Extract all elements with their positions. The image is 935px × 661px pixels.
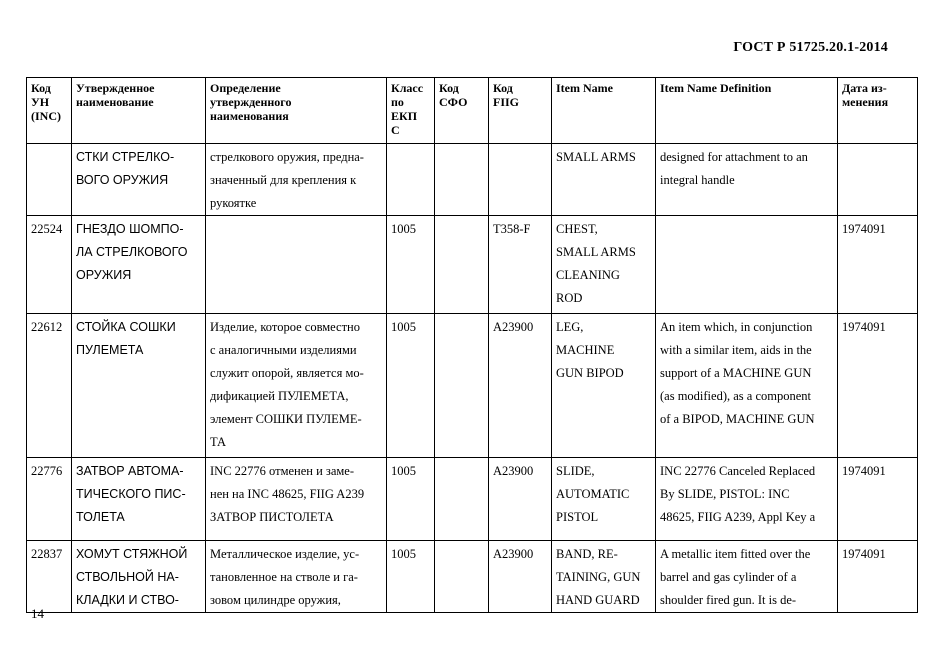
cell-approved-name — [72, 541, 206, 613]
cell-item-definition — [656, 216, 838, 314]
header-label-line: наименование — [76, 95, 154, 109]
header-label-line: СФО — [439, 95, 468, 109]
header-label-line: Код — [439, 81, 459, 95]
cell-fiig: A23900 — [489, 314, 552, 458]
cell-change-date: 1974091 — [838, 458, 918, 541]
header-label-line: Код — [493, 81, 513, 95]
cell-fiig: A23900 — [489, 541, 552, 613]
cell-definition — [206, 216, 387, 314]
page-number: 14 — [31, 606, 44, 621]
cell-inc: 22524 — [27, 216, 72, 314]
cell-definition-line: значенный для крепления к — [210, 173, 357, 187]
cell-change-date: 1974091 — [838, 314, 918, 458]
table-row — [27, 216, 918, 314]
header-label-line: УН — [31, 95, 50, 109]
cell-class — [387, 144, 435, 216]
cell-approved-name-line: ОРУЖИЯ — [76, 268, 132, 282]
header-label-line: утвержденного — [210, 95, 292, 109]
cell-definition-line: рукоятке — [210, 196, 257, 210]
table-body — [27, 144, 918, 613]
col-header-item-definition — [656, 78, 838, 144]
col-header-change-date — [838, 78, 918, 144]
table-row — [27, 541, 918, 613]
header-label-line: Класс — [391, 81, 424, 95]
cell-item-definition-line: shoulder fired gun. It is de- — [660, 593, 797, 607]
cell-item-name — [552, 314, 656, 458]
cell-item-name-line: TAINING, GUN — [556, 570, 641, 584]
cell-item-name-line: PISTOL — [556, 510, 599, 524]
cell-sfo — [435, 216, 489, 314]
cell-definition-line: ЗАТВОР ПИСТОЛЕТА — [210, 510, 334, 524]
cell-approved-name-line: СТВОЛЬНОЙ НА- — [76, 570, 179, 584]
col-header-class — [387, 78, 435, 144]
cell-definition-line: с аналогичными изделиями — [210, 343, 357, 357]
cell-item-definition — [656, 458, 838, 541]
nomenclature-table — [26, 77, 918, 613]
cell-definition — [206, 144, 387, 216]
cell-approved-name-line: ГНЕЗДО ШОМПО- — [76, 222, 184, 236]
cell-approved-name — [72, 216, 206, 314]
header-label-line: наименования — [210, 109, 289, 123]
cell-approved-name-line: КЛАДКИ И СТВО- — [76, 593, 179, 607]
cell-item-name — [552, 144, 656, 216]
cell-item-definition-line: integral handle — [660, 173, 735, 187]
cell-inc: 22612 — [27, 314, 72, 458]
cell-item-name-line: BAND, RE- — [556, 547, 618, 561]
cell-item-definition-line: 48625, FIIG A239, Appl Key a — [660, 510, 816, 524]
cell-approved-name-line: ПУЛЕМЕТА — [76, 343, 144, 357]
cell-approved-name — [72, 458, 206, 541]
cell-item-name — [552, 216, 656, 314]
header-label-line: Дата из- — [842, 81, 887, 95]
cell-approved-name-line: ТОЛЕТА — [76, 510, 125, 524]
cell-class: 1005 — [387, 541, 435, 613]
cell-item-definition-line: support of a MACHINE GUN — [660, 366, 812, 380]
cell-item-name-line: AUTOMATIC — [556, 487, 630, 501]
table-row — [27, 144, 918, 216]
cell-item-name-line: HAND GUARD — [556, 593, 640, 607]
document-code: ГОСТ Р 51725.20.1-2014 — [733, 40, 888, 55]
cell-item-name-line: LEG, — [556, 320, 584, 334]
cell-item-name-line: SLIDE, — [556, 464, 595, 478]
cell-item-name-line: CHEST, — [556, 222, 598, 236]
col-header-inc — [27, 78, 72, 144]
cell-sfo — [435, 541, 489, 613]
col-header-fiig — [489, 78, 552, 144]
cell-item-name-line: GUN BIPOD — [556, 366, 624, 380]
cell-item-name-line: MACHINE — [556, 343, 615, 357]
cell-sfo — [435, 144, 489, 216]
cell-approved-name — [72, 144, 206, 216]
cell-approved-name-line: ЛА СТРЕЛКОВОГО — [76, 245, 188, 259]
cell-definition — [206, 314, 387, 458]
cell-item-definition — [656, 144, 838, 216]
cell-fiig — [489, 144, 552, 216]
cell-item-definition — [656, 541, 838, 613]
cell-approved-name-line: ТИЧЕСКОГО ПИС- — [76, 487, 186, 501]
header-label-line: по — [391, 95, 404, 109]
cell-approved-name-line: СТКИ СТРЕЛКО- — [76, 150, 175, 164]
cell-inc: 22837 — [27, 541, 72, 613]
cell-approved-name-line: ЗАТВОР АВТОМА- — [76, 464, 184, 478]
cell-definition-line: Изделие, которое совместно — [210, 320, 360, 334]
cell-item-definition-line: INC 22776 Canceled Replaced — [660, 464, 816, 478]
cell-definition-line: ТА — [210, 435, 227, 449]
header-label-line: FIIG — [493, 95, 520, 109]
cell-inc: 22776 — [27, 458, 72, 541]
cell-class: 1005 — [387, 458, 435, 541]
col-header-approved-name — [72, 78, 206, 144]
cell-definition-line: дификацией ПУЛЕМЕТА, — [210, 389, 349, 403]
cell-definition-line: тановленное на стволе и га- — [210, 570, 358, 584]
cell-item-definition-line: (as modified), as a component — [660, 389, 811, 403]
cell-item-name-line: CLEANING — [556, 268, 620, 282]
cell-definition-line: зовом цилиндре оружия, — [210, 593, 341, 607]
cell-change-date — [838, 144, 918, 216]
cell-definition-line: служит опорой, является мо- — [210, 366, 364, 380]
cell-item-name-line: ROD — [556, 291, 583, 305]
cell-definition-line: стрелкового оружия, предна- — [210, 150, 364, 164]
cell-item-definition-line: A metallic item fitted over the — [660, 547, 811, 561]
col-header-item-name — [552, 78, 656, 144]
cell-definition — [206, 458, 387, 541]
cell-class: 1005 — [387, 216, 435, 314]
cell-definition-line: INC 22776 отменен и заме- — [210, 464, 355, 478]
table-header-row — [27, 78, 918, 144]
cell-approved-name-line: СТОЙКА СОШКИ — [76, 320, 176, 334]
col-header-sfo — [435, 78, 489, 144]
header-label-line: Определение — [210, 81, 281, 95]
cell-fiig: A23900 — [489, 458, 552, 541]
cell-change-date: 1974091 — [838, 216, 918, 314]
cell-sfo — [435, 314, 489, 458]
header-label-line: Код — [31, 81, 51, 95]
cell-item-definition-line: An item which, in conjunction — [660, 320, 813, 334]
header-label-line: ЕКП — [391, 109, 418, 123]
cell-item-definition-line: designed for attachment to an — [660, 150, 808, 164]
cell-approved-name-line: ХОМУТ СТЯЖНОЙ — [76, 547, 188, 561]
cell-class: 1005 — [387, 314, 435, 458]
cell-inc — [27, 144, 72, 216]
cell-definition-line: нен на INC 48625, FIIG A239 — [210, 487, 365, 501]
cell-item-name-line: SMALL ARMS — [556, 245, 636, 259]
table-row — [27, 314, 918, 458]
cell-item-definition-line: of a BIPOD, MACHINE GUN — [660, 412, 815, 426]
cell-sfo — [435, 458, 489, 541]
cell-approved-name-line: ВОГО ОРУЖИЯ — [76, 173, 169, 187]
cell-item-name — [552, 541, 656, 613]
header-label-line: Утвержденное — [76, 81, 155, 95]
cell-item-definition — [656, 314, 838, 458]
header-label-line: Item Name Definition — [660, 81, 772, 95]
cell-change-date: 1974091 — [838, 541, 918, 613]
cell-item-definition-line: barrel and gas cylinder of a — [660, 570, 797, 584]
cell-item-name — [552, 458, 656, 541]
col-header-definition — [206, 78, 387, 144]
cell-fiig: T358-F — [489, 216, 552, 314]
header-label-line: менения — [842, 95, 889, 109]
cell-approved-name — [72, 314, 206, 458]
header-label-line: Item Name — [556, 81, 613, 95]
cell-definition — [206, 541, 387, 613]
header-label-line: (INC) — [31, 109, 61, 123]
cell-definition-line: элемент СОШКИ ПУЛЕМЕ- — [210, 412, 362, 426]
cell-definition-line: Металлическое изделие, ус- — [210, 547, 360, 561]
header-label-line: С — [391, 123, 400, 137]
cell-item-definition-line: with a similar item, aids in the — [660, 343, 812, 357]
table-row — [27, 458, 918, 541]
cell-item-definition-line: By SLIDE, PISTOL: INC — [660, 487, 790, 501]
cell-item-name-line: SMALL ARMS — [556, 150, 636, 164]
